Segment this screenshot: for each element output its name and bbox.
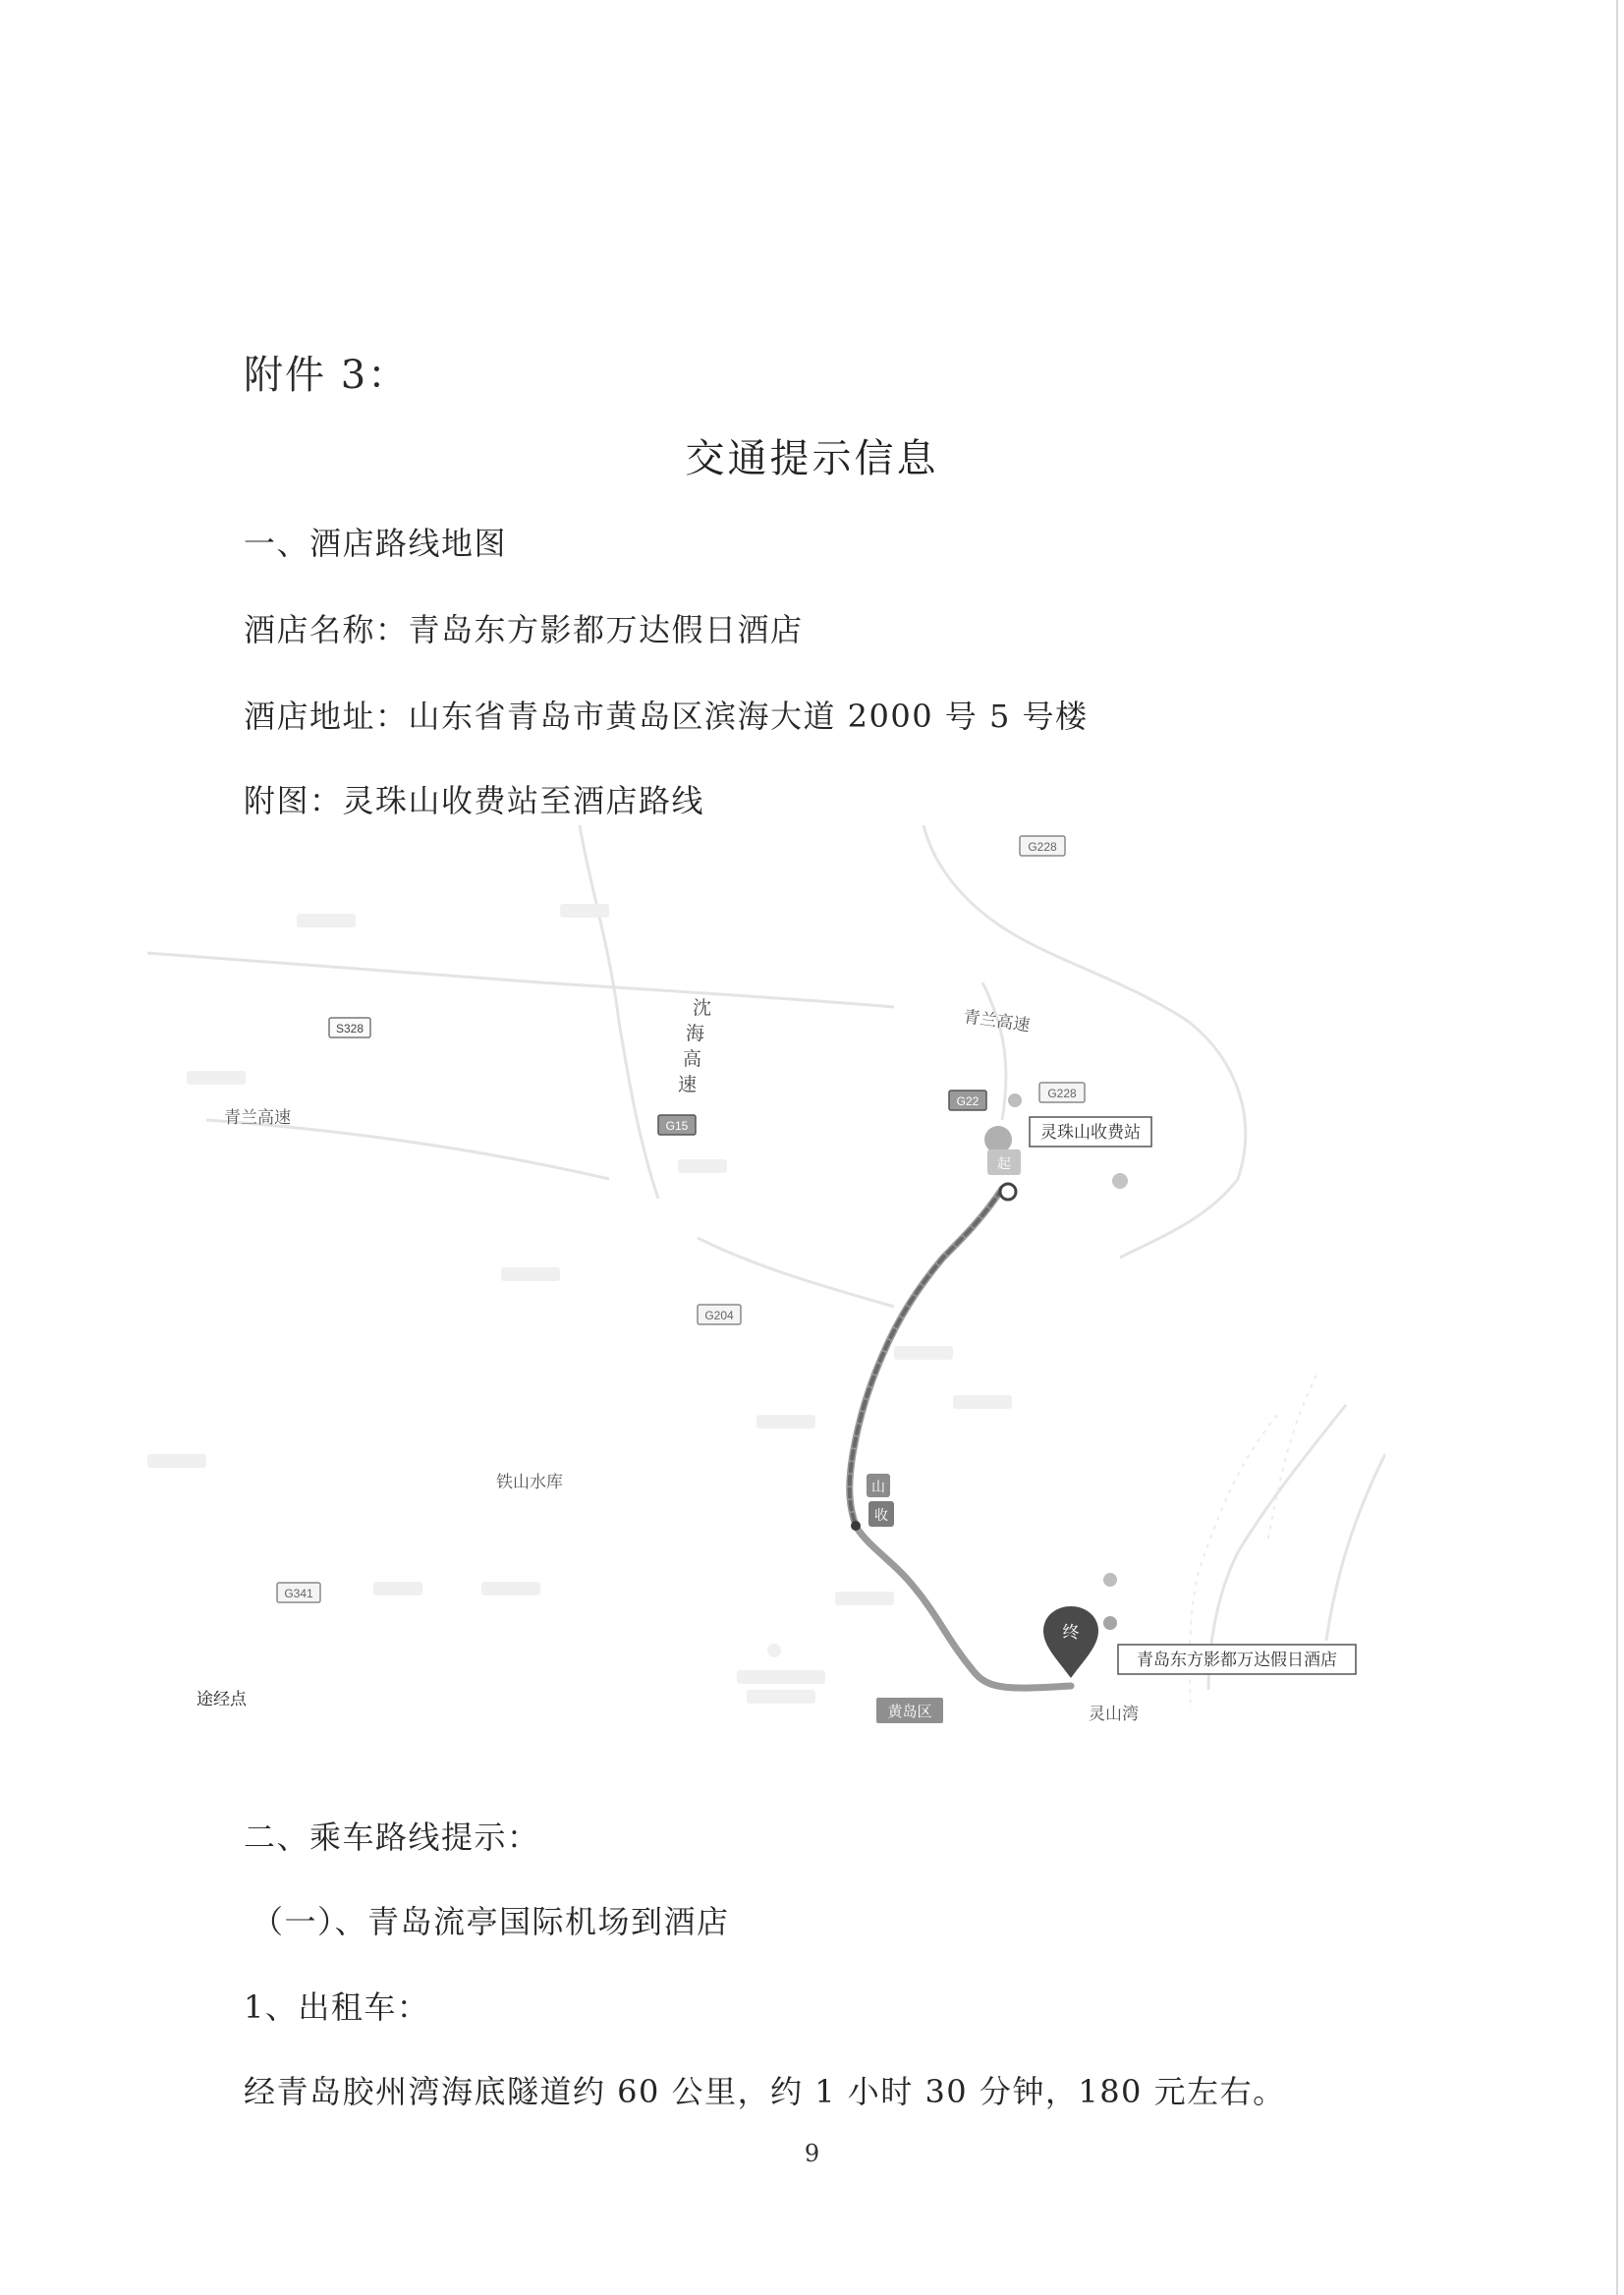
road-shield-g228-right <box>1039 1083 1085 1102</box>
label-lingshanwan: 灵山湾 <box>1089 1705 1139 1723</box>
attachment-heading: 附件 3： <box>244 353 410 398</box>
road-shield-g341 <box>277 1583 320 1602</box>
label-shenhai-expressway <box>678 997 711 1095</box>
road-shield-g15 <box>658 1115 696 1135</box>
document-title: 交通提示信息 <box>685 436 939 481</box>
start-marker <box>984 1126 1021 1175</box>
figure-caption: 附图：灵珠山收费站至酒店路线 <box>244 782 705 819</box>
road-shield-g204 <box>698 1305 741 1324</box>
waypoint-dot <box>851 1521 861 1531</box>
end-poi-dot <box>1103 1616 1117 1630</box>
svg-text:起: 起 <box>997 1155 1011 1171</box>
start-ring <box>1000 1184 1016 1200</box>
svg-text:终: 终 <box>1062 1623 1080 1642</box>
svg-text:S328: S328 <box>335 1022 364 1036</box>
sub-heading-airport: （一）、青岛流亭国际机场到酒店 <box>252 1903 730 1940</box>
poi-dot-2 <box>1112 1173 1128 1189</box>
label-qinglan-expressway-left: 青兰高速 <box>224 1108 291 1127</box>
poi-dot-1 <box>1008 1093 1022 1107</box>
svg-text:灵珠山收费站: 灵珠山收费站 <box>1040 1123 1141 1142</box>
hotel-name-line: 酒店名称：青岛东方影都万达假日酒店 <box>244 611 804 648</box>
page-number: 9 <box>804 2140 820 2167</box>
start-callout <box>1030 1117 1151 1147</box>
toll-marker-upper <box>867 1474 890 1497</box>
svg-text:G341: G341 <box>284 1587 313 1600</box>
svg-text:黄岛区: 黄岛区 <box>887 1704 932 1720</box>
toll-marker-lower <box>868 1501 894 1527</box>
svg-text:G228: G228 <box>1028 840 1057 854</box>
hotel-address-line: 酒店地址：山东省青岛市黄岛区滨海大道 2000 号 5 号楼 <box>244 698 1089 735</box>
district-badge-huangdao <box>876 1698 943 1723</box>
end-callout <box>1118 1645 1356 1674</box>
svg-text:青岛东方影都万达假日酒店: 青岛东方影都万达假日酒店 <box>1137 1651 1337 1669</box>
label-waypoint-legend: 途经点 <box>196 1690 247 1708</box>
section-heading-hotel-map: 一、酒店路线地图 <box>244 525 508 562</box>
shenhai-char-4: 速 <box>678 1075 698 1095</box>
svg-text:G22: G22 <box>956 1094 980 1108</box>
road-shield-g228-top <box>1020 836 1065 856</box>
shenhai-char-2: 海 <box>686 1024 705 1044</box>
svg-text:G204: G204 <box>704 1309 734 1322</box>
item-taxi-detail: 经青岛胶州湾海底隧道约 60 公里，约 1 小时 30 分钟，180 元左右。 <box>244 2073 1286 2110</box>
page-edge-line <box>1616 0 1618 2295</box>
item-taxi-heading: 1、出租车： <box>244 1988 430 2026</box>
shenhai-char-1: 沈 <box>693 998 712 1019</box>
route-line <box>850 1189 1071 1688</box>
svg-text:G15: G15 <box>665 1119 689 1133</box>
poi-dot-3 <box>1103 1573 1117 1587</box>
svg-text:山: 山 <box>871 1479 885 1494</box>
svg-text:收: 收 <box>874 1507 888 1523</box>
label-tieshan-reservoir: 铁山水库 <box>496 1473 563 1491</box>
section-heading-routes: 二、乘车路线提示： <box>244 1819 540 1856</box>
route-map <box>147 825 1385 1739</box>
road-shield-s328 <box>329 1018 370 1037</box>
route-map-canvas <box>147 825 1385 1739</box>
road-shield-g22 <box>949 1091 986 1110</box>
background-roads <box>147 825 1385 1690</box>
svg-text:G228: G228 <box>1047 1087 1077 1100</box>
end-marker <box>1043 1606 1098 1678</box>
shenhai-char-3: 高 <box>683 1049 702 1070</box>
label-qinglan-expressway-right: 青兰高速 <box>962 1007 1032 1036</box>
